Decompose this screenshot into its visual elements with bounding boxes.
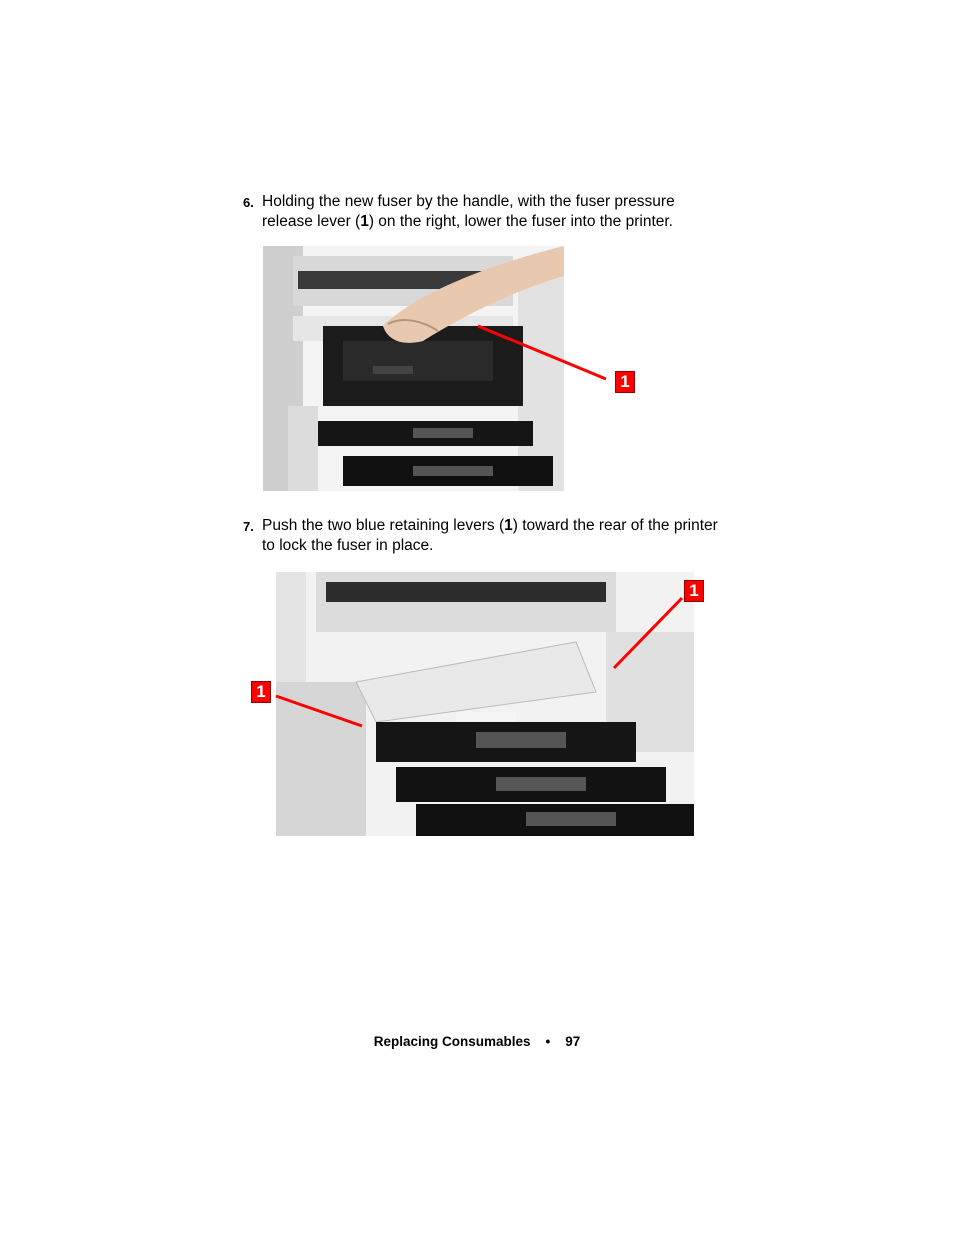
step-7 <box>243 516 723 556</box>
page-footer <box>0 1034 954 1049</box>
step-7-text-before: Push the two blue retaining levers ( <box>262 517 505 534</box>
callout-1-left-lever: 1 <box>251 681 271 703</box>
step-6-text-after: ) on the right, lower the fuser into the printer. <box>368 213 673 230</box>
step-7-text-after: ) toward the rear of the printer to lock the fuser in place. <box>262 517 718 554</box>
step-6-ref: 1 <box>360 213 369 230</box>
step-7-text <box>262 516 723 556</box>
footer-section: Replacing Consumables <box>373 1034 531 1049</box>
callout-1-right-lever: 1 <box>684 580 704 602</box>
callout-1-pressure-lever: 1 <box>615 371 635 393</box>
step-7-number: 7. <box>243 519 254 534</box>
step-6-number: 6. <box>243 195 254 210</box>
step-6-text <box>262 192 723 232</box>
step-6-text-before: Holding the new fuser by the handle, with the fuser pressure release lever ( <box>262 193 675 230</box>
footer-page-number: 97 <box>565 1034 581 1049</box>
fuser-installation-illustration <box>263 246 564 491</box>
step-7-ref: 1 <box>504 517 513 534</box>
footer-separator: • <box>545 1034 551 1049</box>
step-6 <box>243 192 723 232</box>
retaining-levers-illustration <box>276 572 694 836</box>
retaining-levers-photo <box>276 572 694 836</box>
fuser-installation-photo <box>263 246 564 491</box>
